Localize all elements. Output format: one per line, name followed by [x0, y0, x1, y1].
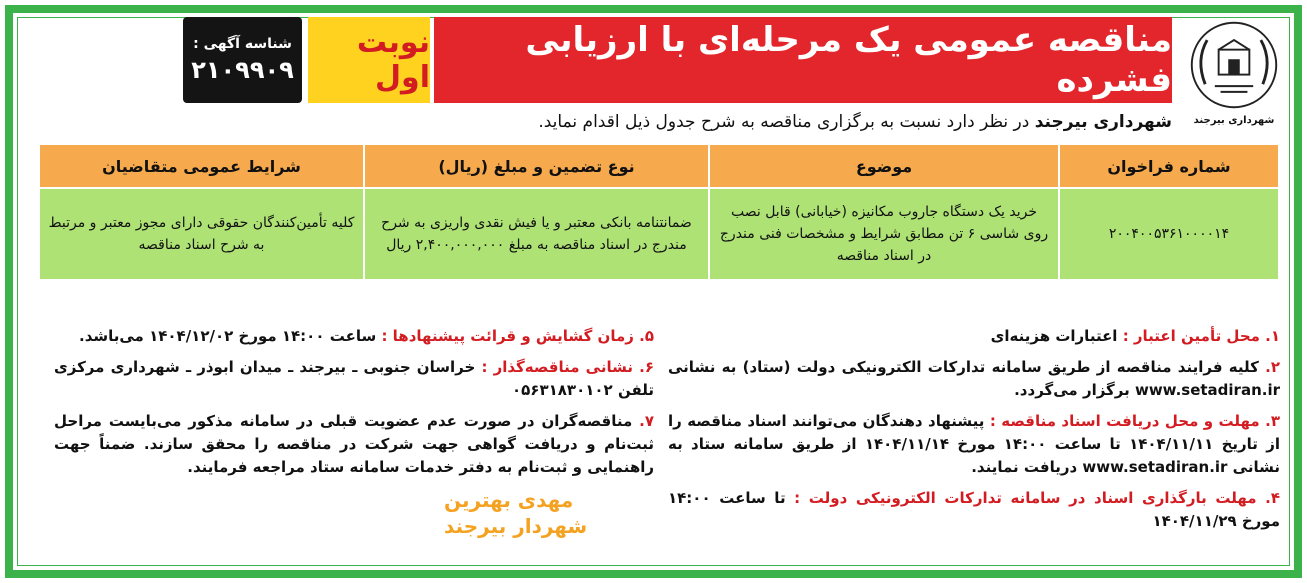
ad-id-value: ۲۱۰۹۹۰۹	[191, 56, 294, 84]
item-5-lead: ۵. زمان گشایش و قرائت پیشنهادها :	[381, 327, 654, 345]
signature-block	[444, 487, 654, 539]
item-4	[668, 487, 1280, 533]
cell-call-number: ۲۰۰۴۰۰۵۳۶۱۰۰۰۰۱۴	[1059, 188, 1279, 280]
header-call-number: شماره فراخوان	[1059, 144, 1279, 188]
header-subject: موضوع	[709, 144, 1059, 188]
table-header-row	[39, 144, 1279, 188]
cell-guarantee: ضمانتنامه بانکی معتبر و یا فیش نقدی واریزی به شرح مندرج در اسناد مناقصه به مبلغ ۲,۴۰۰,۰۰۰,۰۰۰ ریال	[364, 188, 709, 280]
signature-role: شهردار بیرجند	[444, 514, 588, 538]
item-1	[668, 325, 1280, 348]
item-3-text: پیشنهاد دهندگان می‌توانند اسناد مناقصه را از تاریخ ۱۴۰۴/۱۱/۱۱ تا ساعت ۱۴:۰۰ مورخ ۱۴۰۴/۱۱/۱۴ از طریق سامانه ستاد به نشانی www.setadiran.ir دریافت نمایند.	[668, 412, 1280, 476]
item-2	[668, 356, 1280, 402]
item-6-lead: ۶. نشانی مناقصه‌گذار :	[481, 358, 655, 376]
intro-org: شهرداری بیرجند	[1034, 112, 1172, 132]
item-7-lead: ۷.	[639, 412, 654, 430]
item-7	[54, 410, 654, 479]
round-badge: نوبت اول	[308, 17, 430, 103]
item-2-lead: ۲.	[1265, 358, 1280, 376]
intro-text: در نظر دارد نسبت به برگزاری مناقصه به شرح جدول ذیل اقدام نماید.	[538, 112, 1035, 132]
cell-subject: خرید یک دستگاه جاروب مکانیزه (خیابانی) قابل نصب روی شاسی ۶ تن مطابق شرایط و مشخصات فنی مندرج در اسناد مناقصه	[709, 188, 1059, 280]
ad-id-box	[183, 17, 302, 103]
item-7-text: مناقصه‌گران در صورت عدم عضویت قبلی در سامانه مذکور می‌بایست مراحل ثبت‌نام و دریافت گواهی جهت شرکت در مناقصه را محقق سازند. ضمناً جهت راهنمایی و ثبت‌نام به دفتر خدمات سامانه ستاد مراجعه فرمایند.	[54, 412, 654, 476]
conditions-right-column	[668, 325, 1280, 541]
header-conditions: شرایط عمومی متقاضیان	[39, 144, 364, 188]
ad-id-label: شناسه آگهی :	[193, 36, 292, 52]
municipality-emblem-icon	[1186, 17, 1282, 113]
tender-table	[38, 143, 1280, 281]
header-guarantee: نوع تضمین و مبلغ (ریال)	[364, 144, 709, 188]
item-2-text: کلیه فرایند مناقصه از طریق سامانه تدارکات الکترونیکی دولت (ستاد) به نشانی www.setadiran.ir برگزار می‌گردد.	[668, 358, 1280, 399]
item-3	[668, 410, 1280, 479]
conditions-left-column	[54, 325, 654, 539]
item-6-text: خراسان جنوبی ـ بیرجند ـ میدان ابوذر ـ شهرداری مرکزی تلفن ۰۵۶۳۱۸۳۰۱۰۲	[54, 358, 654, 399]
tender-title: مناقصه عمومی یک مرحله‌ای با ارزیابی فشرده	[434, 17, 1172, 103]
item-4-lead: ۴. مهلت بارگذاری اسناد در سامانه تدارکات الکترونیکی دولت :	[794, 489, 1280, 507]
intro-sentence	[172, 109, 1172, 135]
item-1-lead: ۱. محل تأمین اعتبار :	[1122, 327, 1280, 345]
item-3-lead: ۳. مهلت و محل دریافت اسناد مناقصه :	[989, 412, 1280, 430]
signature-name: مهدی بهترین	[444, 488, 574, 512]
cell-conditions: کلیه تأمین‌کنندگان حقوقی دارای مجوز معتبر و مرتبط به شرح اسناد مناقصه	[39, 188, 364, 280]
ad-frame	[5, 5, 1302, 578]
logo-caption: شهرداری بیرجند	[1193, 115, 1275, 126]
table-row	[39, 188, 1279, 280]
item-6	[54, 356, 654, 402]
municipality-logo	[1180, 17, 1288, 135]
item-4-text: تا ساعت ۱۴:۰۰ مورخ ۱۴۰۴/۱۱/۲۹	[668, 489, 1280, 530]
item-5	[54, 325, 654, 348]
item-5-text: ساعت ۱۴:۰۰ مورخ ۱۴۰۴/۱۲/۰۲ می‌باشد.	[79, 327, 382, 345]
item-1-text: اعتبارات هزینه‌ای	[990, 327, 1123, 345]
